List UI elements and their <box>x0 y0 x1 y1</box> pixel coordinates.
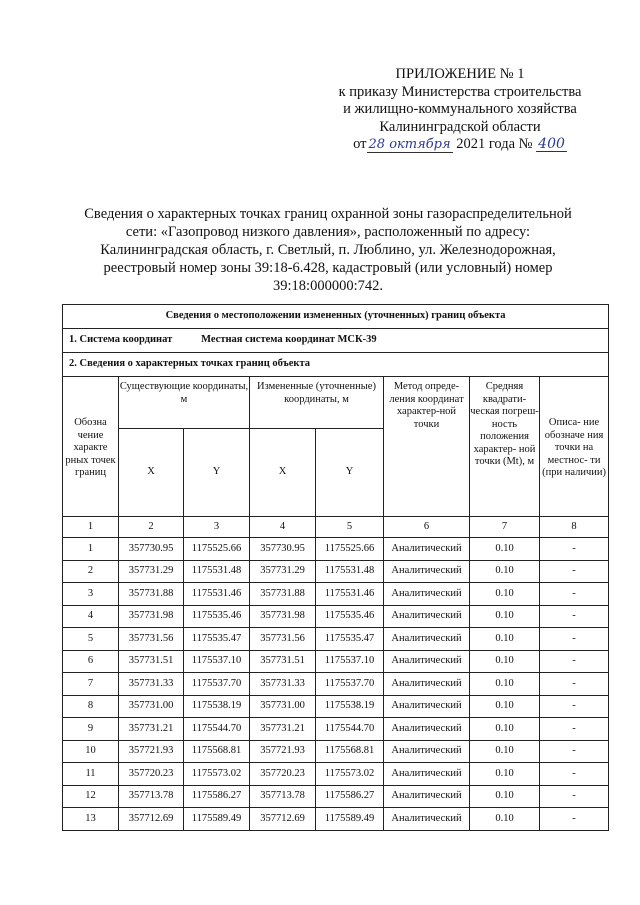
existing-y: 1175535.46 <box>184 605 250 628</box>
point-id: 13 <box>63 808 119 831</box>
existing-x: 357731.21 <box>119 718 184 741</box>
mean-error: 0.10 <box>470 785 540 808</box>
point-description: - <box>540 560 609 583</box>
coord-system-row <box>63 329 609 353</box>
year-text: 2021 года № <box>456 136 533 152</box>
table-row <box>63 673 609 696</box>
table-row <box>63 695 609 718</box>
changed-x: 357731.98 <box>250 605 316 628</box>
method: Аналитический <box>384 650 470 673</box>
existing-y: 1175531.46 <box>184 583 250 606</box>
appendix-header <box>310 66 610 154</box>
existing-x: 357721.93 <box>119 740 184 763</box>
col-designation: Обозна чение характе рных точек границ <box>63 377 119 517</box>
changed-y: 1175525.66 <box>316 538 384 561</box>
changed-x: 357721.93 <box>250 740 316 763</box>
point-id: 2 <box>63 560 119 583</box>
col-description: Описа- ние обозначе ния точки на местнос- ти (при наличии) <box>540 377 609 517</box>
column-number: 6 <box>384 517 470 538</box>
mean-error: 0.10 <box>470 583 540 606</box>
column-number: 2 <box>119 517 184 538</box>
mean-error: 0.10 <box>470 718 540 741</box>
existing-y: 1175537.70 <box>184 673 250 696</box>
title-line-1: Сведения о характерных точках границ охранной зоны газораспределительной <box>84 206 572 222</box>
date-prefix: от <box>353 136 367 152</box>
changed-y: 1175568.81 <box>316 740 384 763</box>
col-error: Средняя квадрати- ческая погреш- ность положения характер- ной точки (Mt), м <box>470 377 540 517</box>
mean-error: 0.10 <box>470 560 540 583</box>
existing-y: 1175537.10 <box>184 650 250 673</box>
point-id: 10 <box>63 740 119 763</box>
changed-y: 1175589.49 <box>316 808 384 831</box>
mean-error: 0.10 <box>470 808 540 831</box>
points-title-row <box>63 353 609 377</box>
points-title: 2. Сведения о характерных точках границ объекта <box>63 353 609 377</box>
document-title <box>60 205 596 295</box>
handwritten-order-number: 400 <box>538 136 565 152</box>
existing-x: 357731.98 <box>119 605 184 628</box>
existing-y: 1175525.66 <box>184 538 250 561</box>
existing-x: 357731.51 <box>119 650 184 673</box>
changed-y: 1175531.46 <box>316 583 384 606</box>
existing-x: 357713.78 <box>119 785 184 808</box>
existing-x: 357720.23 <box>119 763 184 786</box>
method: Аналитический <box>384 583 470 606</box>
existing-y: 1175535.47 <box>184 628 250 651</box>
mean-error: 0.10 <box>470 605 540 628</box>
point-description: - <box>540 583 609 606</box>
table-row <box>63 785 609 808</box>
changed-x: 357712.69 <box>250 808 316 831</box>
table-row <box>63 718 609 741</box>
changed-x: 357731.51 <box>250 650 316 673</box>
point-description: - <box>540 763 609 786</box>
mean-error: 0.10 <box>470 673 540 696</box>
header-row-1 <box>63 377 609 429</box>
title-line-5: 39:18:000000:742. <box>273 278 383 294</box>
section-title: Сведения о местоположении измененных (уточненных) границ объекта <box>63 305 609 329</box>
mean-error: 0.10 <box>470 628 540 651</box>
changed-y: 1175535.47 <box>316 628 384 651</box>
changed-x: 357713.78 <box>250 785 316 808</box>
mean-error: 0.10 <box>470 538 540 561</box>
existing-y: 1175573.02 <box>184 763 250 786</box>
method: Аналитический <box>384 763 470 786</box>
existing-x: 357731.56 <box>119 628 184 651</box>
point-id: 5 <box>63 628 119 651</box>
title-line-3: Калининградская область, г. Светлый, п. Люблино, ул. Железнодорожная, <box>100 242 556 258</box>
point-id: 12 <box>63 785 119 808</box>
existing-y: 1175531.48 <box>184 560 250 583</box>
existing-y: 1175568.81 <box>184 740 250 763</box>
mean-error: 0.10 <box>470 695 540 718</box>
appendix-title: ПРИЛОЖЕНИЕ № 1 <box>395 66 525 82</box>
changed-x: 357731.29 <box>250 560 316 583</box>
sub-existing-y: Y <box>184 429 250 517</box>
changed-y: 1175531.48 <box>316 560 384 583</box>
method: Аналитический <box>384 538 470 561</box>
point-description: - <box>540 650 609 673</box>
existing-y: 1175538.19 <box>184 695 250 718</box>
order-date-line <box>310 136 610 154</box>
point-id: 7 <box>63 673 119 696</box>
point-id: 3 <box>63 583 119 606</box>
table-row <box>63 583 609 606</box>
changed-x: 357730.95 <box>250 538 316 561</box>
col-method: Метод опреде- ления координат характер-ной точки <box>384 377 470 517</box>
existing-x: 357731.88 <box>119 583 184 606</box>
method: Аналитический <box>384 605 470 628</box>
point-description: - <box>540 673 609 696</box>
column-number: 3 <box>184 517 250 538</box>
table-row <box>63 808 609 831</box>
changed-x: 357731.21 <box>250 718 316 741</box>
column-number: 5 <box>316 517 384 538</box>
existing-y: 1175589.49 <box>184 808 250 831</box>
point-description: - <box>540 785 609 808</box>
sub-changed-x: X <box>250 429 316 517</box>
changed-x: 357731.33 <box>250 673 316 696</box>
column-number: 4 <box>250 517 316 538</box>
point-description: - <box>540 538 609 561</box>
table-row <box>63 628 609 651</box>
existing-x: 357731.00 <box>119 695 184 718</box>
existing-x: 357730.95 <box>119 538 184 561</box>
region-line: Калининградской области <box>379 118 541 135</box>
changed-x: 357731.88 <box>250 583 316 606</box>
handwritten-date: 28 октября <box>368 137 451 152</box>
method: Аналитический <box>384 695 470 718</box>
title-line-2: сети: «Газопровод низкого давления», расположенный по адресу: <box>125 224 531 240</box>
existing-x: 357731.33 <box>119 673 184 696</box>
section-title-row <box>63 305 609 329</box>
existing-x: 357731.29 <box>119 560 184 583</box>
method: Аналитический <box>384 808 470 831</box>
point-description: - <box>540 695 609 718</box>
changed-y: 1175538.19 <box>316 695 384 718</box>
title-line-4: реестровый номер зоны 39:18-6.428, кадастровый (или условный) номер <box>103 260 553 276</box>
coord-system-value: Местная система координат МСК-39 <box>201 334 377 346</box>
changed-x: 357731.56 <box>250 628 316 651</box>
changed-y: 1175535.46 <box>316 605 384 628</box>
method: Аналитический <box>384 740 470 763</box>
point-id: 8 <box>63 695 119 718</box>
table-row <box>63 560 609 583</box>
table-row <box>63 650 609 673</box>
table-row <box>63 605 609 628</box>
point-id: 4 <box>63 605 119 628</box>
changed-y: 1175544.70 <box>316 718 384 741</box>
point-description: - <box>540 808 609 831</box>
table-row <box>63 538 609 561</box>
existing-y: 1175586.27 <box>184 785 250 808</box>
changed-x: 357720.23 <box>250 763 316 786</box>
col-changed: Измененные (уточненные) координаты, м <box>250 377 384 429</box>
sub-existing-x: X <box>119 429 184 517</box>
changed-x: 357731.00 <box>250 695 316 718</box>
point-id: 6 <box>63 650 119 673</box>
order-reference-line: к приказу Министерства строительства <box>338 83 582 100</box>
table-row <box>63 763 609 786</box>
sub-changed-y: Y <box>316 429 384 517</box>
method: Аналитический <box>384 673 470 696</box>
col-existing: Существующие координаты, м <box>119 377 250 429</box>
mean-error: 0.10 <box>470 740 540 763</box>
column-number: 7 <box>470 517 540 538</box>
method: Аналитический <box>384 785 470 808</box>
column-number: 8 <box>540 517 609 538</box>
column-number: 1 <box>63 517 119 538</box>
point-id: 11 <box>63 763 119 786</box>
point-id: 9 <box>63 718 119 741</box>
point-description: - <box>540 740 609 763</box>
method: Аналитический <box>384 560 470 583</box>
ministry-line: и жилищно-коммунального хозяйства <box>343 101 577 117</box>
column-number-row <box>63 517 609 538</box>
changed-y: 1175586.27 <box>316 785 384 808</box>
changed-y: 1175537.10 <box>316 650 384 673</box>
mean-error: 0.10 <box>470 650 540 673</box>
point-id: 1 <box>63 538 119 561</box>
existing-y: 1175544.70 <box>184 718 250 741</box>
existing-x: 357712.69 <box>119 808 184 831</box>
coord-system-label: 1. Система координат <box>69 334 173 346</box>
point-description: - <box>540 605 609 628</box>
method: Аналитический <box>384 628 470 651</box>
changed-y: 1175537.70 <box>316 673 384 696</box>
coord-system-cell <box>63 329 609 353</box>
table-row <box>63 740 609 763</box>
method: Аналитический <box>384 718 470 741</box>
point-description: - <box>540 718 609 741</box>
boundary-points-table <box>62 304 609 831</box>
point-description: - <box>540 628 609 651</box>
mean-error: 0.10 <box>470 763 540 786</box>
changed-y: 1175573.02 <box>316 763 384 786</box>
